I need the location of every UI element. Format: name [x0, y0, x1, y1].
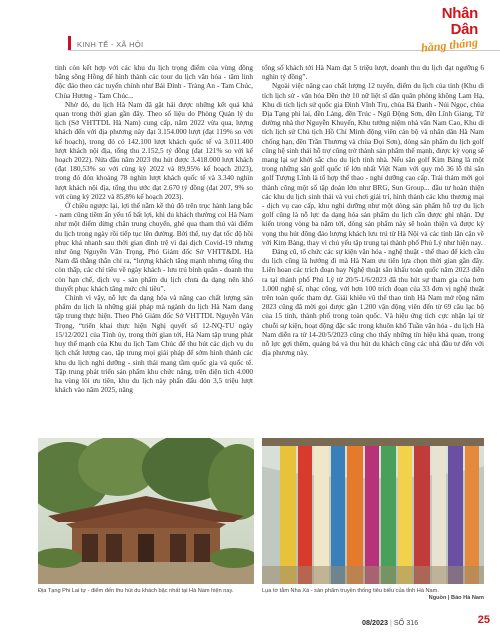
page-footer — [340, 616, 490, 630]
paragraph: Ở chiều ngược lại, lợi thế nằm kề thủ đô trên trục hành lang bắc - nam cũng tiềm ẩn yếu tố bất lợi, khi du khách thường coi Hà Nam như một điểm dừng chân trung chuyển, ghé qua tham thú vài điểm du lịch trong ngày rồi tiếp tục lên đường. Bởi thế, tuy đạt tốc độ hồi phục khá nhanh sau thời gian đình trệ vì đại dịch Covid-19 nhưng như ông Nguyễn Văn Trọng, Phó Giám đốc Sở VHTT&DL Hà Nam đã thẳng thắn chỉ ra, “lượng khách tăng mạnh nhưng tổng thu còn thấp, các chỉ tiêu về ngày khách - lưu trú bình quân - doanh thu còn hạn chế, dịch vụ - sản phẩm du lịch chưa đa dạng nên khó thuyết phục khách tăng mức chi tiêu”. — [55, 202, 253, 293]
section-accent-bar — [68, 36, 71, 50]
paragraph: Chính vì vậy, nỗ lực đa dạng hóa và nâng cao chất lượng sản phẩm du lịch là những giải pháp mà ngành du lịch Hà Nam đang tập trung thực hiện. Theo Phó Giám đốc Sở VHTTDL Nguyễn Văn Trọng, “triển khai thực hiện Nghị quyết số 12-NQ-TU ngày 15/12/2021 của Tỉnh ủy, trong thời gian tới, Hà Nam tập trung phát huy thế mạnh của Khu du lịch Tam Chúc để thu hút các dịch vụ du lịch chất lượng cao, tập trung mọi giải pháp để sớm hình thành các khu du lịch nghỉ dưỡng - sinh thái mang tầm quốc gia và quốc tế. Tập trung phát triển sản phẩm khu chức năng, trên diện tích 4.000 ha vùng lõi ưu tiên, khu du lịch này phấn đấu đón 3,5 triệu lượt khách vào năm 2025, nâng — [55, 294, 253, 395]
paragraph: Đáng cũ, tổ chức các sự kiện văn hóa - nghệ thuật - thể thao để kích cầu du lịch cũng là hướng đi mà Hà Nam ưu tiên lựa chọn thời gian gần đây. Liên hoan các trích đoạn hay Nghệ thuật sân khấu toàn quốc năm 2023 diễn ra tại thành phố Phủ Lý từ 20/5-1/6/2023 đã thu hút sự tham gia của hơn 1.000 nghệ sĩ, nhạc công, với hơn 100 trích đoạn của 33 đơn vị nghệ thuật trên toàn quốc tham dự. Giải khiêu vũ thể thao tỉnh Hà Nam mở rộng năm 2023 cũng đã mời gọi được gần 1.200 vận động viên đến từ 69 câu lạc bộ của 15 tỉnh, thành phố trong toàn quốc. Và hiệu ứng tích cực nhận lại từ chuỗi sự kiện, hoạt động đặc sắc trong khuôn khổ Tuần văn hóa - du lịch Hà Nam diễn ra từ 14-20/5/2023 cũng cho thấy những tín hiệu khả quan, trong nỗ lực gợi thêm, quảng bá và thu hút du khách cũng các nhà đầu tư đến với địa phương này. — [262, 248, 484, 358]
pagoda-image — [38, 438, 254, 584]
article-column-right — [262, 64, 484, 434]
silk-image — [262, 438, 484, 584]
issue-number: SỐ 316 — [393, 618, 419, 627]
photo-credit: Nguồn | Báo Hà Nam — [428, 595, 484, 601]
paragraph: tinh còn kết hợp với các khu du lịch trọng điểm của vùng đồng bằng sông Hồng để hình thành các tour du lịch văn hóa - tâm linh độc đáo theo các tuyến chính như Bái Đính - Tràng An - Tam Chúc, Chùa Hương - Tam Chúc... — [55, 64, 253, 100]
section-label: KINH TẾ - XÃ HỘI — [77, 40, 144, 49]
photo-caption-left: Địa Tạng Phi Lai tự - điểm đến thu hút du khách bậc nhất tại Hà Nam hiện nay. — [38, 588, 234, 594]
page-header — [0, 0, 500, 58]
article-column-left — [55, 64, 253, 434]
logo-main-text: Nhân Dân — [441, 5, 478, 38]
photo-silk — [262, 438, 484, 584]
caption-text: Lụa tơ tằm Nha Xá - sản phẩm truyền thống tiêu biểu của tỉnh Hà Nam. — [262, 588, 439, 594]
page-number: 25 — [477, 614, 490, 626]
issue-date: 08/2023 — [362, 618, 388, 627]
paragraph: Ngoài việc nâng cao chất lượng 12 tuyến, điểm du lịch của tỉnh (Khu di tích lịch sử - văn hóa Đền thờ 10 nữ liệt sĩ dân quân phòng không Lam Hạ, Khu di tích lịch sử quốc gia Đình Vĩnh Trụ, chùa Bà Đanh - Núi Ngọc, chùa Địa Tạng phi lai, đền Lảng, đền Trúc - Ngũ Động Sơn, đền Lĩnh Giang, Từ đường nhà thơ Nguyễn Khuyến, Khu tưởng niệm nhà văn Nam Cao, Khu di tích lịch sử Chủ tịch Hồ Chí Minh động viên cán bộ và nhân dân Hà Nam chống hạn, đền Trần Thương và chùa Đọi Sơn), dòng sản phẩm du lịch golf cũng hệ sinh thái hỗ trợ cũng trở thành sản phẩm thế mạnh, được kỳ vọng sẽ mang lại sự khởi sắc cho du lịch tỉnh nhà. Nếu sân golf Kim Bảng là một trong những sân golf quốc tế lớn nhất Việt Nam với quy mô 36 lỗ thì sân golf Tượng Lĩnh là tổ hợp thể thao - nghỉ dưỡng cao cấp. Trải thảm mới gọi thành công một số tập đoàn lớn như BRG, Sun Group... đầu tư hoàn thiện các khu du lịch sinh thái và vui chơi giải trí, hình thành các khu thương mại - dịch vụ cao cấp, khu nghỉ dưỡng như một dòng sản phẩm hỗ trợ du lịch golf cũng là nỗ lực đa dạng hóa sản phẩm du lịch cần được ghi nhận. Dự kiến trong vòng ba năm tới, dòng sản phẩm này sẽ hoàn thiện và được kỳ vọng thu hút đông đảo lượng khách lưu trú từ Hà Nội và các tỉnh lân cận về với Kim Bảng, thay vì chủ yếu tập trung tại thành phố Phủ Lý như hiện nay. — [262, 82, 484, 247]
publication-logo — [420, 6, 478, 54]
photo-pagoda — [38, 438, 254, 584]
photo-caption-right — [262, 588, 484, 602]
paragraph: tổng số khách tới Hà Nam đạt 5 triệu lượt, doanh thu du lịch đạt ngưỡng 6 nghìn tỷ đồng”. — [262, 64, 484, 82]
issue-info: 08/2023 | SỐ 316 — [362, 618, 419, 627]
paragraph: Nhờ đó, du lịch Hà Nam đã gặt hái được những kết quả khả quan trong thời gian gần đây. Theo số liệu do Phòng Quản lý du lịch (Sở VHTTDL Hà Nam) cung cấp, năm 2022 vừa qua, lượng khách đến với địa phương này đạt 3.154.000 lượt (đạt 119% so với kế hoạch), trong đó có 142.100 lượt khách quốc tế và 3.011.400 lượt khách nội địa, tổng thu 2.152,5 tỷ đồng (đạt 121% so với kế hoạch 2022). Nửa đầu năm 2023 thu hút được 3.418.000 lượt khách (đạt 180,53% so với cùng kỳ 2022 và 89,95% kế hoạch 2023), trong đó đón khoảng 78 nghìn lượt khách quốc tế và 3.340 nghìn lượt khách nội địa, tổng thu ước đạt 2.670 tỷ đồng (đạt 207, 9% so với cùng kỳ 2022 và 85,8% kế hoạch 2023). — [55, 100, 253, 201]
logo-sub-text: hằng tháng — [420, 35, 479, 55]
